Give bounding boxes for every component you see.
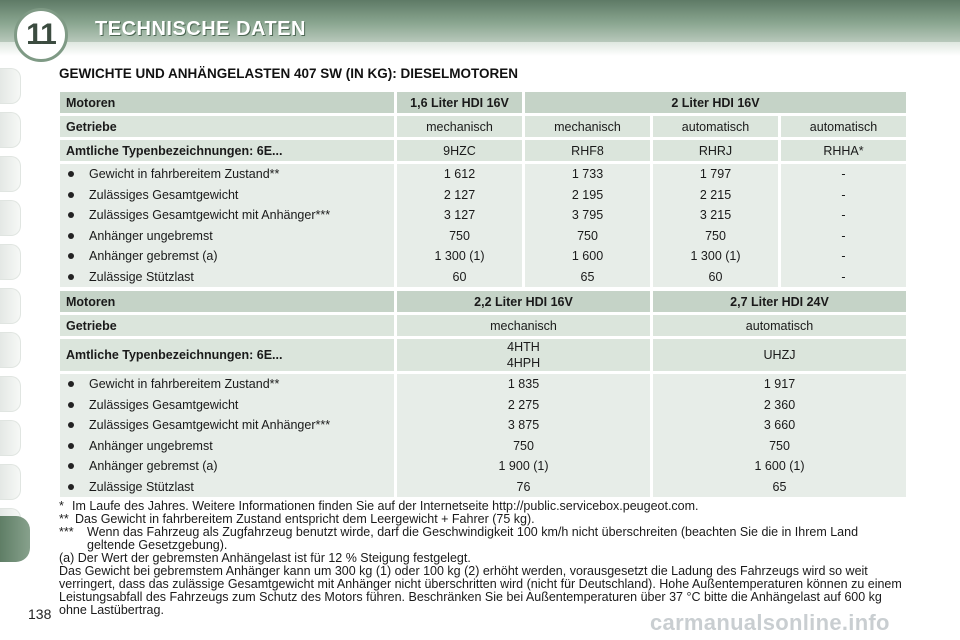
chapter-tab[interactable] bbox=[0, 112, 21, 148]
weight-value: 1 600 bbox=[571, 249, 604, 263]
weight-value: 3 127 bbox=[443, 208, 476, 222]
weights-table-2 bbox=[57, 288, 909, 500]
weight-value: 750 bbox=[769, 438, 790, 453]
weight-label: Zulässige Stützlast bbox=[89, 479, 194, 494]
weight-value: 60 bbox=[452, 269, 467, 284]
list-item bbox=[60, 226, 394, 247]
bullet-icon bbox=[68, 253, 74, 259]
weight-value: 1 300 (1) bbox=[690, 249, 741, 263]
chapter-number-badge: 11 bbox=[14, 8, 68, 62]
type-code-value: 9HZC bbox=[397, 140, 522, 161]
gearbox-value: automatisch bbox=[653, 315, 906, 336]
weight-value: - bbox=[841, 269, 846, 284]
list-item bbox=[60, 164, 394, 185]
chapter-tab[interactable] bbox=[0, 156, 21, 192]
bullet-icon bbox=[68, 463, 74, 469]
weight-label: Anhänger ungebremst bbox=[89, 438, 213, 453]
footnote-text: Das Gewicht in fahrbereitem Zustand entspricht dem Leergewicht + Fahrer (75 kg). bbox=[75, 512, 535, 526]
bullet-icon bbox=[68, 484, 74, 490]
gearbox-row bbox=[60, 116, 906, 137]
weight-label: Anhänger ungebremst bbox=[89, 228, 213, 243]
weight-label: Zulässiges Gesamtgewicht mit Anhänger*** bbox=[89, 418, 331, 432]
weights-table-1 bbox=[57, 89, 909, 290]
chapter-tab[interactable] bbox=[0, 288, 21, 324]
type-code-value: RHRJ bbox=[653, 140, 778, 161]
weight-value: - bbox=[841, 187, 846, 202]
chapter-tab[interactable] bbox=[0, 464, 21, 500]
bullet-icon bbox=[68, 233, 74, 239]
weight-value: 2 275 bbox=[507, 397, 540, 412]
footnote-note-a: (a) Der Wert der gebremsten Anhängelast ist für 12 % Steigung festgelegt. bbox=[59, 551, 471, 565]
chapter-tab[interactable] bbox=[0, 68, 21, 104]
weight-value: 3 215 bbox=[699, 208, 732, 222]
weight-value: 3 660 bbox=[763, 418, 796, 432]
motor-label: Motoren bbox=[60, 291, 394, 312]
chapter-tab-active[interactable] bbox=[0, 516, 30, 562]
motor-2-7-hdi: 2,7 Liter HDI 24V bbox=[653, 291, 906, 312]
gearbox-row bbox=[60, 315, 906, 336]
motor-1-6-hdi: 1,6 Liter HDI 16V bbox=[397, 92, 522, 113]
type-code-row bbox=[60, 339, 906, 371]
bullet-icon bbox=[68, 381, 74, 387]
section-title: GEWICHTE UND ANHÄNGELASTEN 407 SW (IN KG): DIESELMOTOREN bbox=[59, 66, 519, 81]
page-number: 138 bbox=[28, 606, 52, 622]
weight-value: 1 733 bbox=[571, 167, 604, 181]
chapter-tab[interactable] bbox=[0, 200, 21, 236]
list-item bbox=[60, 456, 394, 477]
motor-row bbox=[60, 92, 906, 113]
bullet-icon bbox=[68, 212, 74, 218]
motor-2-hdi: 2 Liter HDI 16V bbox=[525, 92, 906, 113]
weight-value: 76 bbox=[516, 479, 531, 494]
type-code-value: UHZJ bbox=[653, 339, 906, 371]
list-item bbox=[60, 477, 394, 498]
weights-body bbox=[60, 374, 906, 497]
weight-value: 2 360 bbox=[763, 397, 796, 412]
weight-label: Anhänger gebremst (a) bbox=[89, 249, 218, 263]
gearbox-value: mechanisch bbox=[397, 315, 650, 336]
weight-value: - bbox=[841, 208, 846, 222]
type-code-value: RHF8 bbox=[525, 140, 650, 161]
footnote-marker: ** bbox=[59, 512, 69, 526]
list-item bbox=[60, 246, 394, 267]
gearbox-label: Getriebe bbox=[60, 116, 394, 137]
weight-value: 750 bbox=[513, 438, 534, 453]
weight-column bbox=[653, 164, 778, 287]
weight-label: Zulässiges Gesamtgewicht mit Anhänger*** bbox=[89, 208, 331, 222]
list-item bbox=[60, 395, 394, 416]
list-item bbox=[60, 205, 394, 226]
weight-value: - bbox=[841, 167, 846, 181]
type-code-label: Amtliche Typenbezeichnungen: 6E... bbox=[60, 140, 394, 161]
chapter-tab[interactable] bbox=[0, 376, 21, 412]
gearbox-value: mechanisch bbox=[397, 116, 522, 137]
weight-value: - bbox=[841, 249, 846, 263]
type-code-row bbox=[60, 140, 906, 161]
weight-value: 1 900 (1) bbox=[498, 459, 549, 473]
gearbox-label: Getriebe bbox=[60, 315, 394, 336]
weight-label: Anhänger gebremst (a) bbox=[89, 459, 218, 473]
list-item bbox=[60, 374, 394, 395]
footnote-marker: *** bbox=[59, 525, 74, 539]
footnotes bbox=[59, 500, 909, 617]
watermark: carmanualsonline.info bbox=[650, 610, 890, 635]
weight-column bbox=[653, 374, 906, 497]
bullet-icon bbox=[68, 402, 74, 408]
chapter-tab[interactable] bbox=[0, 244, 21, 280]
weight-labels bbox=[60, 164, 394, 287]
header-fade bbox=[0, 42, 960, 56]
weight-value: 2 127 bbox=[443, 187, 476, 202]
motor-2-2-hdi: 2,2 Liter HDI 16V bbox=[397, 291, 650, 312]
footnote-text: Wenn das Fahrzeug als Zugfahrzeug benutzt wirde, darf die Geschwindigkeit 100 km/h nicht überschreiten (beachten Sie die in Ihrem Land geltende Gesetzgebung). bbox=[87, 525, 859, 552]
weight-value: 1 797 bbox=[699, 167, 732, 181]
weight-value: 3 795 bbox=[571, 208, 604, 222]
weight-value: 750 bbox=[577, 228, 598, 243]
type-code-line: 4HPH bbox=[506, 356, 541, 370]
list-item bbox=[60, 415, 394, 436]
gearbox-value: automatisch bbox=[781, 116, 906, 137]
footnote-marker: * bbox=[59, 499, 64, 513]
weight-value: 65 bbox=[580, 269, 595, 284]
weight-value: 1 600 (1) bbox=[754, 459, 805, 473]
footnote-note-b: Das Gewicht bei gebremstem Anhänger kann um 300 kg (1) oder 100 kg (2) erhöht werden, vorausgesetzt die Ladung des Fahrzeugs wird so weit verringert, dass das zulässige Gesamtgewicht mit Anhänger nicht überschritten wird (nicht für Deutschland). Hohe Außentemperaturen können zu einem Leistungsabfall des Fahrzeugs zum Schutz des Motors führen. Beschränken Sie bei Außentemperaturen über 37 °C bitte die Anhängelast auf 600 kg ohne Lastübertrag. bbox=[59, 564, 902, 617]
list-item bbox=[60, 267, 394, 288]
weight-column bbox=[397, 164, 522, 287]
weight-value: - bbox=[841, 228, 846, 243]
weight-column bbox=[525, 164, 650, 287]
bullet-icon bbox=[68, 192, 74, 198]
page-title: TECHNISCHE DATEN bbox=[95, 18, 306, 40]
motor-row bbox=[60, 291, 906, 312]
weight-label: Gewicht in fahrbereitem Zustand** bbox=[89, 377, 280, 391]
weight-label: Zulässiges Gesamtgewicht bbox=[89, 397, 239, 412]
weight-label: Zulässiges Gesamtgewicht bbox=[89, 187, 239, 202]
weight-value: 1 300 (1) bbox=[434, 249, 485, 263]
footnote-star3 bbox=[59, 526, 909, 552]
weight-value: 1 835 bbox=[507, 377, 540, 391]
bullet-icon bbox=[68, 171, 74, 177]
bullet-icon bbox=[68, 274, 74, 280]
weight-column bbox=[781, 164, 906, 287]
type-code-line: 4HTH bbox=[507, 340, 540, 354]
weight-value: 65 bbox=[772, 479, 787, 494]
chapter-tab[interactable] bbox=[0, 332, 21, 368]
weight-value: 2 215 bbox=[699, 187, 732, 202]
list-item bbox=[60, 436, 394, 457]
footnote-text: Im Laufe des Jahres. Weitere Informationen finden Sie auf der Internetseite http://public.servicebox.peugeot.com. bbox=[72, 499, 699, 513]
weight-value: 2 195 bbox=[571, 187, 604, 202]
type-code-value bbox=[397, 339, 650, 371]
bullet-icon bbox=[68, 422, 74, 428]
weight-column bbox=[397, 374, 650, 497]
weight-value: 60 bbox=[708, 269, 723, 284]
type-code-value: RHHA* bbox=[781, 140, 906, 161]
chapter-tab[interactable] bbox=[0, 420, 21, 456]
weight-value: 1 612 bbox=[443, 167, 476, 181]
weight-value: 750 bbox=[705, 228, 726, 243]
weight-value: 1 917 bbox=[763, 377, 796, 391]
weight-label: Zulässige Stützlast bbox=[89, 269, 194, 284]
gearbox-value: automatisch bbox=[653, 116, 778, 137]
weight-value: 750 bbox=[449, 228, 470, 243]
weights-body bbox=[60, 164, 906, 287]
gearbox-value: mechanisch bbox=[525, 116, 650, 137]
bullet-icon bbox=[68, 443, 74, 449]
type-code-label: Amtliche Typenbezeichnungen: 6E... bbox=[60, 339, 394, 371]
weight-label: Gewicht in fahrbereitem Zustand** bbox=[89, 167, 280, 181]
weight-labels bbox=[60, 374, 394, 497]
weight-value: 3 875 bbox=[507, 418, 540, 432]
motor-label: Motoren bbox=[60, 92, 394, 113]
list-item bbox=[60, 185, 394, 206]
